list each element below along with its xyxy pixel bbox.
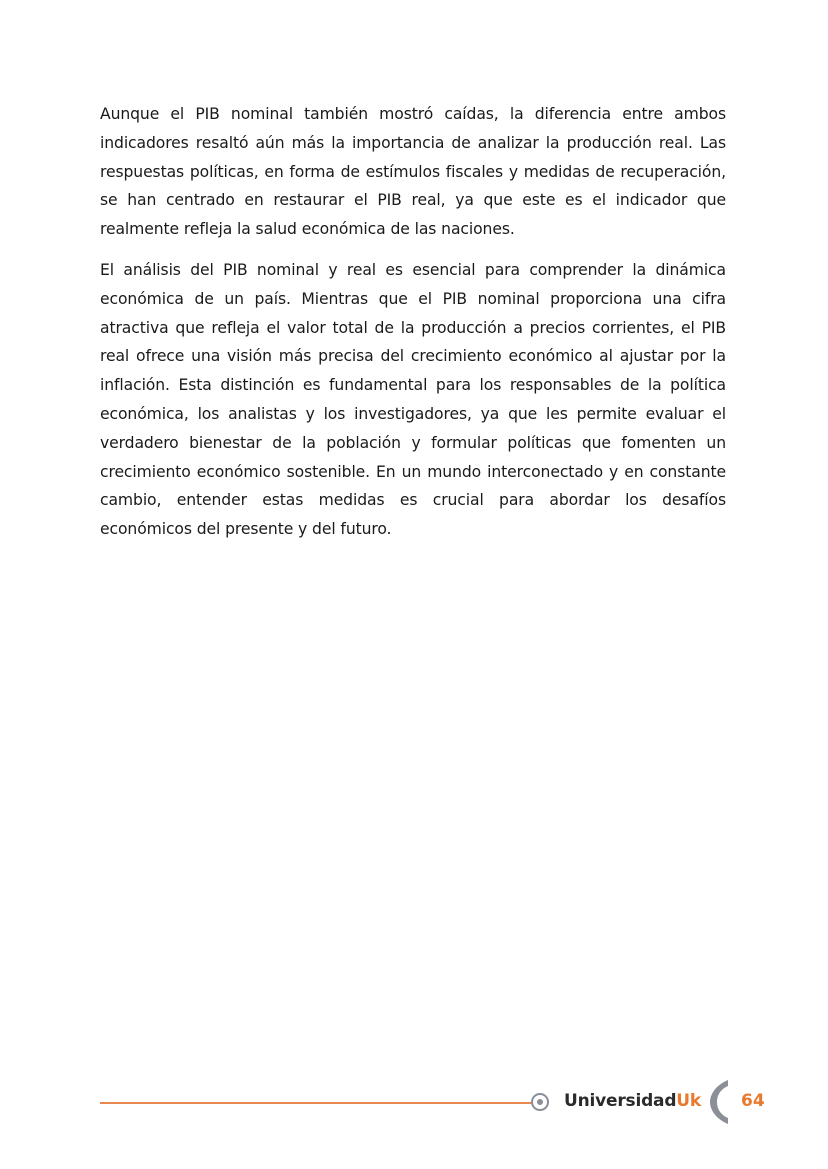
page-footer [100,1078,780,1128]
page-body [100,100,726,556]
target-circle-icon [531,1093,549,1111]
brand-accent: Uk [676,1091,702,1111]
paragraph-2: El análisis del PIB nominal y real es esencial para comprender la dinámica económica de un país. Mientras que el PIB nominal proporciona una cifra atractiva que refleja el valor total de la producción a precios corrientes, el PIB real ofrece una visión más precisa del crecimiento económico al ajustar por la inflación. Esta distinción es fundamental para los responsables de la política económica, los analistas y los investigadores, ya que les permite evaluar el verdadero bienestar de la población y formular políticas que fomenten un crecimiento económico sostenible. En un mundo interconectado y en constante cambio, entender estas medidas es crucial para abordar los desafíos económicos del presente y del futuro. [100,260,726,539]
footer-rule [100,1102,532,1104]
page-number: 64 [741,1091,765,1111]
paragraph-1: Aunque el PIB nominal también mostró caídas, la diferencia entre ambos indicadores resaltó aún más la importancia de analizar la producción real. Las respuestas políticas, en forma de estímulos fiscales y medidas de recuperación, se han centrado en restaurar el PIB real, ya que este es el indicador que realmente refleja la salud económica de las naciones. [100,105,726,239]
bracket-icon [706,1078,736,1126]
brand-logo [564,1091,701,1111]
brand-name: Universidad [564,1091,677,1111]
